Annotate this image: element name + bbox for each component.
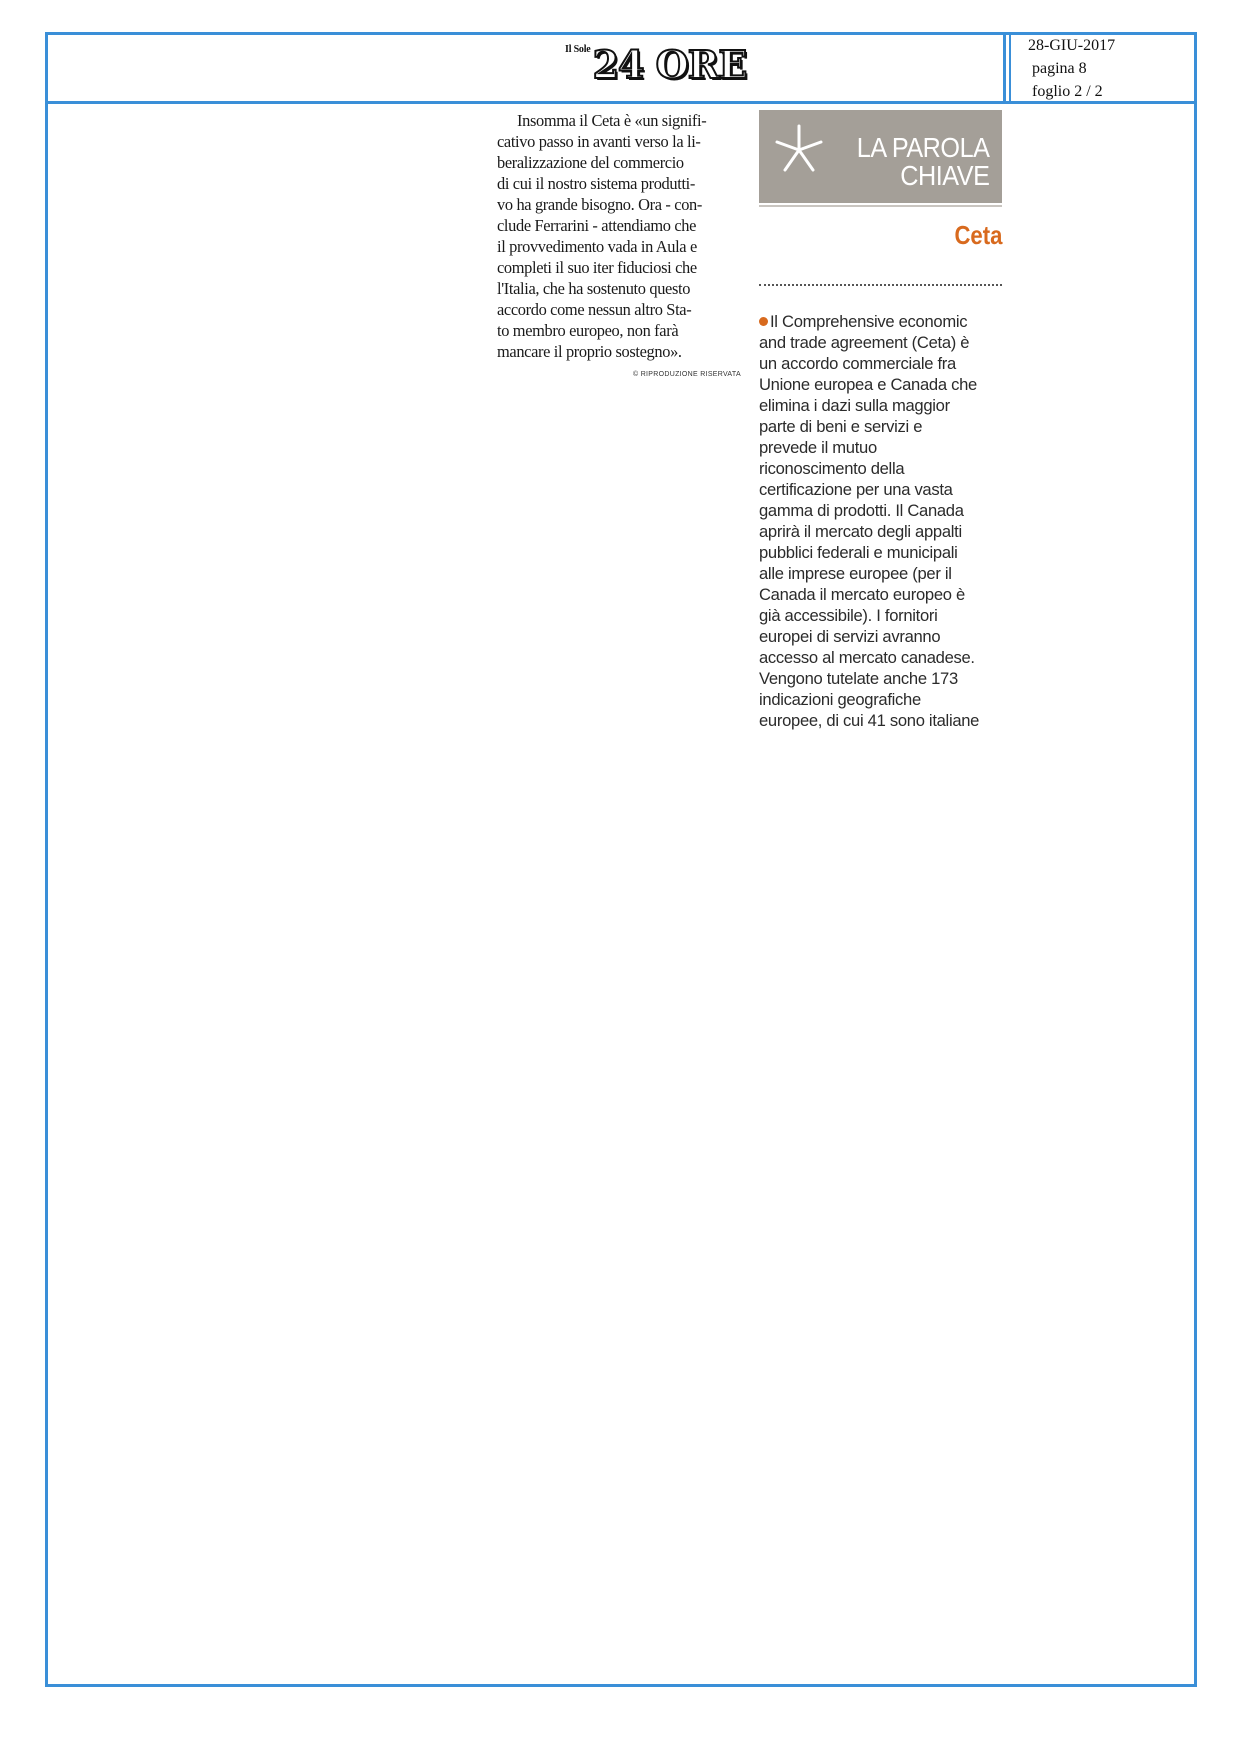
keyword-definition <box>759 311 1009 731</box>
article-line: il provvedimento vada in Aula e <box>497 237 697 256</box>
article-line: cativo passo in avanti verso la li- <box>497 132 701 151</box>
header-separator-inner <box>1009 32 1011 103</box>
article-line: clude Ferrarini - attendiamo che <box>497 216 697 235</box>
article-line: accordo come nessun altro Sta- <box>497 300 692 319</box>
keyword-header-box <box>759 110 1002 203</box>
article-column <box>497 110 739 362</box>
bullet-icon <box>759 317 768 326</box>
definition-line: certificazione per una vasta <box>759 480 953 499</box>
definition-line: alle imprese europee (per il <box>759 564 952 583</box>
definition-line: gamma di prodotti. Il Canada <box>759 501 964 520</box>
date-box <box>1028 34 1115 103</box>
keyword-title <box>857 134 990 190</box>
definition-line: Unione europea e Canada che <box>759 375 977 394</box>
article-line: l'Italia, che ha sostenuto questo <box>497 279 691 298</box>
definition-line: pubblici federali e municipali <box>759 543 958 562</box>
keyword-title-line1: LA PAROLA <box>857 132 990 163</box>
definition-line: Vengono tutelate anche 173 <box>759 669 958 688</box>
article-line: di cui il nostro sistema produtti- <box>497 174 695 193</box>
definition-line: Il Comprehensive economic <box>759 311 1009 332</box>
header-separator <box>1003 32 1006 103</box>
article-line: completi il suo iter fiduciosi che <box>497 258 697 277</box>
copyright-notice: © RIPRODUZIONE RISERVATA <box>633 371 741 378</box>
article-line: to membro europeo, non farà <box>497 321 679 340</box>
definition-line: europei di servizi avranno <box>759 627 941 646</box>
keyword-title-line2: CHIAVE <box>900 160 990 191</box>
publication-date: 28-GIU-2017 <box>1028 37 1116 54</box>
definition-line: aprirà il mercato degli appalti <box>759 522 962 541</box>
dotted-divider <box>759 284 1002 286</box>
definition-line: accesso al mercato canadese. <box>759 648 975 667</box>
definition-line: elimina i dazi sulla maggior <box>759 396 950 415</box>
definition-line: un accordo commerciale fra <box>759 354 956 373</box>
definition-line: riconoscimento della <box>759 459 905 478</box>
definition-line: Canada il mercato europeo è <box>759 585 965 604</box>
definition-line: europee, di cui 41 sono italiane <box>759 711 980 730</box>
asterisk-icon <box>769 120 829 180</box>
definition-line: indicazioni geografiche <box>759 690 921 709</box>
definition-line: and trade agreement (Ceta) è <box>759 333 970 352</box>
article-line: mancare il proprio sostegno». <box>497 342 682 361</box>
keyword-rule <box>759 205 1002 207</box>
article-line: vo ha grande bisogno. Ora - con- <box>497 195 702 214</box>
masthead-logo <box>565 44 746 85</box>
definition-line: già accessibile). I fornitori <box>759 606 938 625</box>
page-number: pagina 8 <box>1032 60 1087 77</box>
article-line: beralizzazione del commercio <box>497 153 684 172</box>
masthead-big: 24 ORE <box>592 42 747 87</box>
header-divider <box>45 101 1197 104</box>
keyword-term: Ceta <box>954 220 1002 250</box>
article-line: Insomma il Ceta è «un signifi- <box>517 111 707 130</box>
sheet-number: foglio 2 / 2 <box>1032 83 1103 100</box>
definition-line: parte di beni e servizi e <box>759 417 923 436</box>
definition-line: prevede il mutuo <box>759 438 877 457</box>
masthead-small: Il Sole <box>565 44 591 55</box>
